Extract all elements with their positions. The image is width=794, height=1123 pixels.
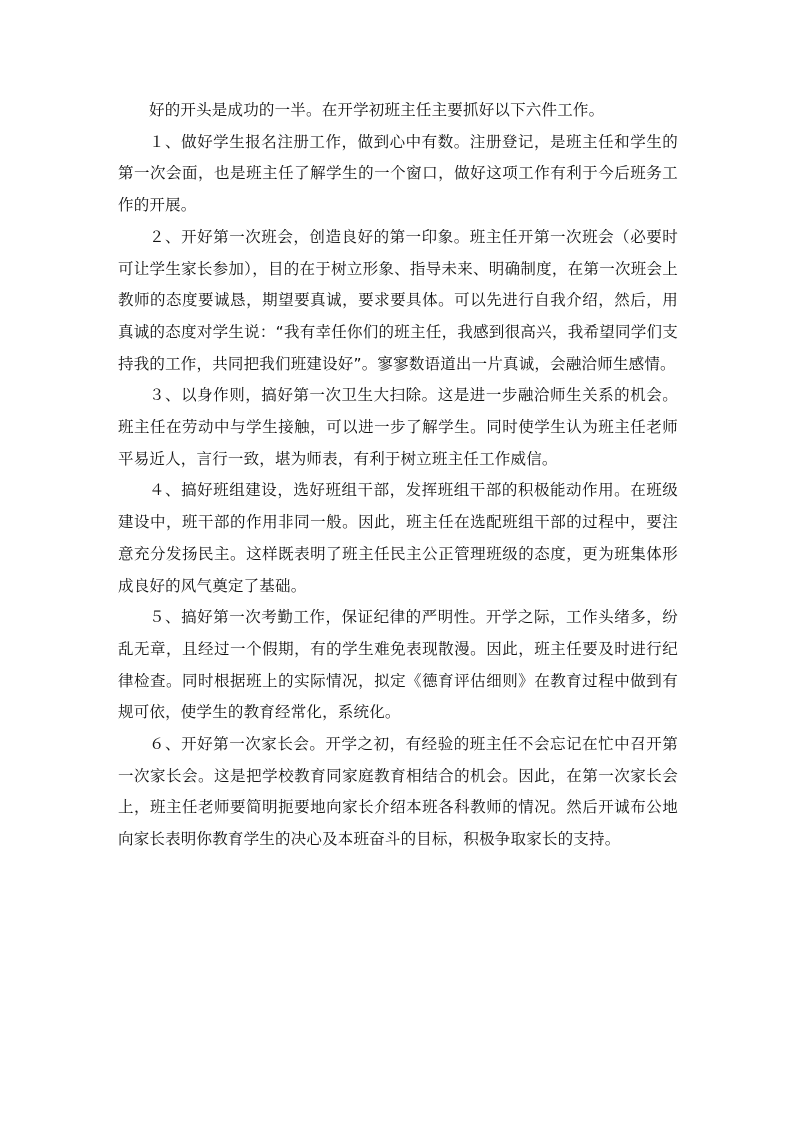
paragraph-3: ３、以身作则，搞好第一次卫生大扫除。这是进一步融洽师生关系的机会。班主任在劳动中与学生接触，可以进一步了解学生。同时使学生认为班主任老师平易近人，言行一致，堪为师表，有利于树立班主任工作威信。 [118,386,678,468]
paragraph-4: ４、搞好班组建设，选好班组干部，发挥班组干部的积极能动作用。在班级建设中，班干部的作用非同一般。因此，班主任在选配班组干部的过程中，要注意充分发扬民主。这样既表明了班主任民主公正管理班级的态度，更为班集体形成良好的风气奠定了基础。 [118,481,678,595]
document-body [118,95,678,856]
paragraph-5: ５、搞好第一次考勤工作，保证纪律的严明性。开学之际，工作头绪多，纷乱无章，且经过一个假期，有的学生难免表现散漫。因此，班主任要及时进行纪律检查。同时根据班上的实际情况，拟定《德育评估细则》在教育过程中做到有规可依，使学生的教育经常化，系统化。 [118,608,678,722]
paragraph-2: ２、开好第一次班会，创造良好的第一印象。班主任开第一次班会（必要时可让学生家长参加），目的在于树立形象、指导未来、明确制度，在第一次班会上教师的态度要诚恳，期望要真诚，要求要具体。可以先进行自我介绍，然后，用真诚的态度对学生说：“我有幸任你们的班主任，我感到很高兴，我希望同学们支持我的工作，共同把我们班建设好”。寥寥数语道出一片真诚，会融洽师生感情。 [118,227,678,373]
paragraph-1: １、做好学生报名注册工作，做到心中有数。注册登记，是班主任和学生的第一次会面，也是班主任了解学生的一个窗口，做好这项工作有利于今后班务工作的开展。 [118,132,678,215]
paragraph-6: ６、开好第一次家长会。开学之初，有经验的班主任不会忘记在忙中召开第一次家长会。这是把学校教育同家庭教育相结合的机会。因此，在第一次家长会上，班主任老师要简明扼要地向家长介绍本班各科教师的情况。然后开诚布公地向家长表明你教育学生的决心及本班奋斗的目标，积极争取家长的支持。 [118,735,678,849]
intro-paragraph: 好的开头是成功的一半。在开学初班主任主要抓好以下六件工作。 [149,101,605,119]
